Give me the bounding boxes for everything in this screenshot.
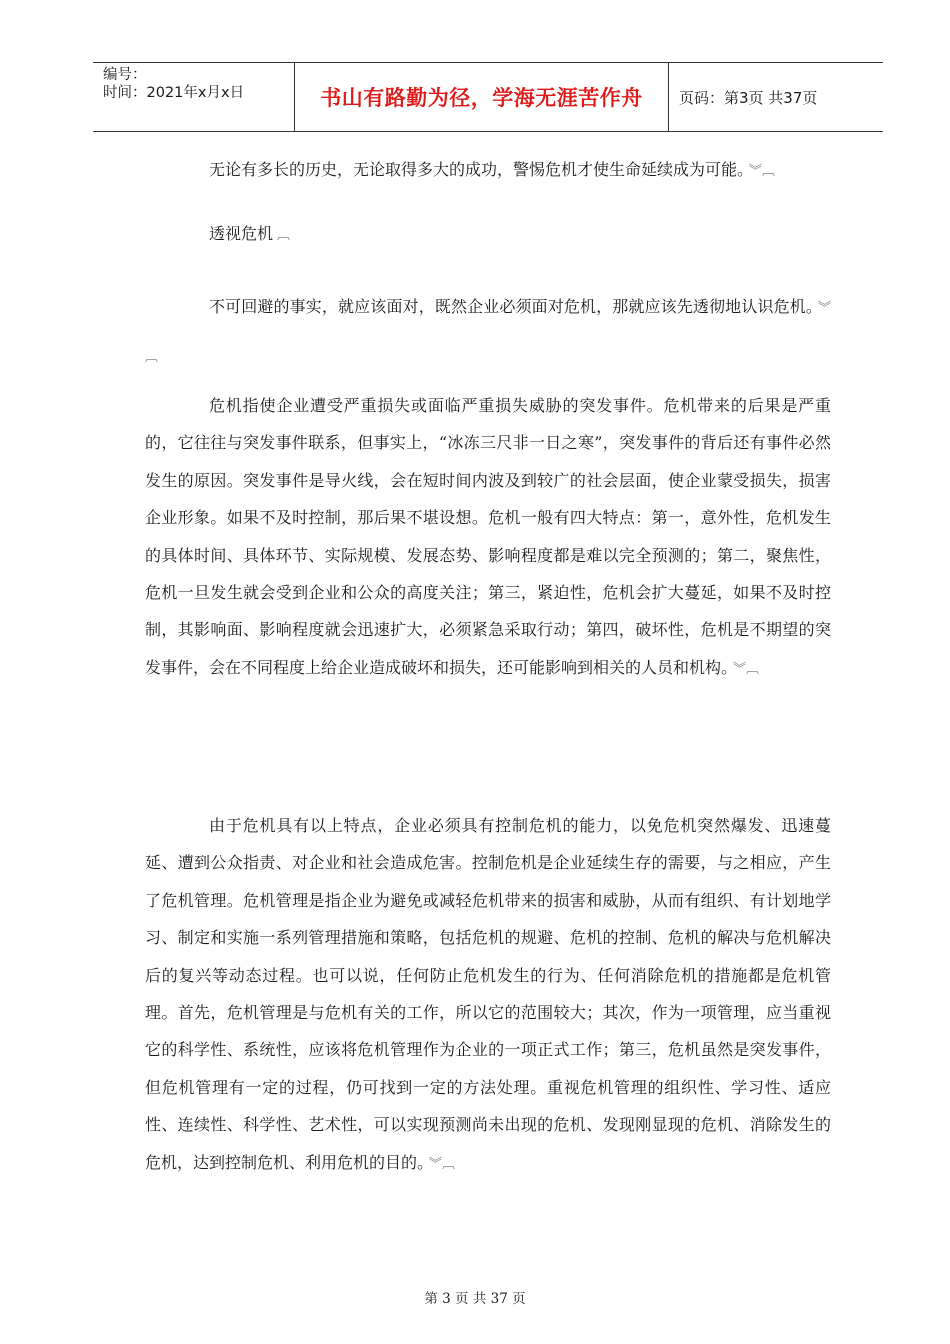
paragraph-text: 由于危机具有以上特点，企业必须具有控制危机的能力，以免危机突然爆发、迅速蔓延、遭到公众指责、对企业和社会造成危害。控制危机是企业延续生存的需要，与之相应，产生了危机管理。危机管理是指企业为避免或减轻危机带来的损害和威胁，从而有组织、有计划地学习、制定和实施一系列管理措施和策略，包括危机的规避、危机的控制、危机的解决与危机解决后的复兴等动态过程。也可以说，任何防止危机发生的行为、任何消除危机的措施都是危机管理。首先，危机管理是与危机有关的工作，所以它的范围较大；其次，作为一项管理，应当重视它的科学性、系统性，应该将危机管理作为企业的一项正式工作；第三，危机虽然是突发事件，但危机管理有一定的过程，仍可找到一定的方法处理。重视危机管理的组织性、学习性、适应性、连续性、科学性、艺术性，可以实现预测尚未出现的危机、发现刚显现的危机、消除发生的危机，达到控制危机、利用危机的目的。 — [145, 816, 831, 1172]
section-heading-block — [145, 219, 831, 251]
paragraph-3-block — [145, 387, 831, 688]
paragraph-mark: ︾︹ — [733, 661, 760, 677]
document-number: 编号： — [103, 67, 147, 83]
section-heading — [145, 219, 831, 251]
paragraph-text: 不可回避的事实，就应该面对，既然企业必须面对危机，那就应该先透彻地认识危机。 — [209, 297, 814, 316]
paragraph — [145, 387, 831, 688]
header-page-info: 页码：第3页 共37页 — [679, 88, 818, 107]
paragraph — [145, 807, 831, 1183]
document-time: 时间：2021年x月x日 — [103, 85, 245, 101]
paragraph-mark: ︾︹ — [429, 1156, 456, 1172]
paragraph-text: 无论有多长的历史，无论取得多大的成功，警惕危机才使生命延续成为可能。 — [209, 160, 746, 179]
page-footer: 第 3 页 共 37 页 — [424, 1291, 526, 1307]
paragraph — [145, 283, 831, 381]
header-motto: 书山有路勤为径，学海无涯苦作舟 — [320, 86, 643, 110]
paragraph-mark: ︾︹ — [749, 164, 776, 179]
paragraph-text: 危机指使企业遭受严重损失或面临严重损失威胁的突发事件。危机带来的后果是严重的，它往往与突发事件联系，但事实上，“冰冻三尺非一日之寒”，突发事件的背后还有事件必然发生的原因。突发事件是导火线，会在短时间内波及到较广的社会层面，使企业蒙受损失，损害企业形象。如果不及时控制，那后果不堪设想。危机一般有四大特点：第一，意外性，危机发生的具体时间、具体环节、实际规模、发展态势、影响程度都是难以完全预测的；第二，聚焦性，危机一旦发生就会受到企业和公众的高度关注；第三，紧迫性，危机会扩大蔓延，如果不及时控制，其影响面、影响程度就会迅速扩大，必须紧急采取行动；第四，破坏性，危机是不期望的突发事件，会在不同程度上给企业造成破坏和损失，还可能影响到相关的人员和机构。 — [145, 396, 831, 677]
paragraph-mark: ︾︹ — [145, 301, 831, 365]
paragraph-2-block — [145, 283, 831, 381]
paragraph — [145, 155, 831, 187]
section-heading-text: 透视危机 — [209, 224, 274, 243]
paragraph-1-block — [145, 155, 831, 187]
page-header — [93, 62, 883, 132]
paragraph-mark: ︹ — [277, 228, 291, 243]
header-meta — [93, 63, 294, 131]
header-motto-cell — [294, 63, 669, 131]
paragraph-4-block — [145, 807, 831, 1183]
